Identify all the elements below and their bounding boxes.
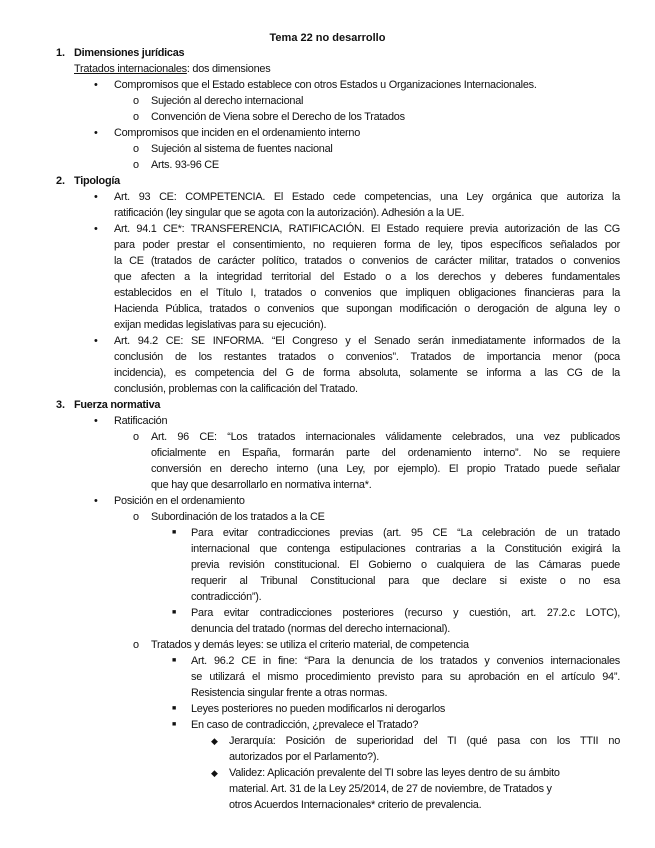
art942-line: incidencia), es competencia del G de forma absoluta, solamente se informa a las CG de la xyxy=(114,367,620,379)
art962-line: se utilizará el mismo procedimiento previsto para su aprobación en el artículo 94”. xyxy=(191,671,620,683)
document-title: Tema 22 no desarrollo xyxy=(269,32,386,44)
square-bullet-icon: ■ xyxy=(172,705,177,712)
bullet-icon: • xyxy=(94,495,98,507)
posteriores-line: denuncia del tratado (normas del derecho internacional). xyxy=(191,623,451,635)
s1-sub-item: Sujeción al sistema de fuentes nacional xyxy=(151,143,333,155)
jerarquia-line: autorizados por el Parlamento?). xyxy=(229,751,379,763)
diamond-bullet-icon: ◆ xyxy=(211,768,218,778)
art941-line: Art. 94.1 CE*: TRANSFERENCIA, RATIFICACIÓN. El Estado requiere previa autorización de las CG xyxy=(114,223,620,235)
circle-bullet-icon: o xyxy=(133,95,140,107)
section-1-intro xyxy=(74,61,270,77)
art941-line: para poder prestar el consentimiento, no requieren forma de ley, tipos específicos señalados por xyxy=(114,239,620,251)
art941-line: la CE (tratados de carácter político, tratados o convenios de carácter militar, tratados o convenios xyxy=(114,255,620,267)
validez-line: material. Art. 31 de la Ley 25/2014, de 27 de noviembre, de Tratados y xyxy=(229,783,552,795)
circle-bullet-icon: o xyxy=(133,639,140,651)
intro-underlined: Tratados internacionales xyxy=(74,63,187,75)
jerarquia-line: Jerarquía: Posición de superioridad del TI (qué pasa con los TTII no xyxy=(229,735,620,747)
posicion-label: Posición en el ordenamiento xyxy=(114,495,245,507)
previas-line: requerir al Tribunal Constitucional para que declare si existe o no esa xyxy=(191,575,620,587)
art96-line: que hay que desarrollarlo en normativa interna*. xyxy=(151,479,372,491)
circle-bullet-icon: o xyxy=(133,143,140,155)
s1-sub-item: Arts. 93-96 CE xyxy=(151,159,219,171)
art93-line: Art. 93 CE: COMPETENCIA. El Estado cede competencias, una Ley orgánica que autoriza la xyxy=(114,191,620,203)
section-2-heading: Tipología xyxy=(74,175,120,187)
contradiccion-item: En caso de contradicción, ¿prevalece el Tratado? xyxy=(191,719,419,731)
bullet-icon: • xyxy=(94,223,98,235)
art962-line: Art. 96.2 CE in fine: “Para la denuncia de los tratados y convenios internacionales xyxy=(191,655,620,667)
demas-leyes-label: Tratados y demás leyes: se utiliza el criterio material, de competencia xyxy=(151,639,469,651)
circle-bullet-icon: o xyxy=(133,511,140,523)
bullet-icon: • xyxy=(94,415,98,427)
s1-sub-item: Sujeción al derecho internacional xyxy=(151,95,304,107)
diamond-bullet-icon: ◆ xyxy=(211,736,218,746)
bullet-icon: • xyxy=(94,79,98,91)
section-3-heading: Fuerza normativa xyxy=(74,399,161,411)
art942-line: conclusión, problemas con la calificación del Tratado. xyxy=(114,383,358,395)
leyes-posteriores-item: Leyes posteriores no pueden modificarlos ni derogarlos xyxy=(191,703,446,715)
art941-line: establecidos en el Título I, tratados o convenios que impliquen obligaciones financieras para la xyxy=(114,287,620,299)
art962-line: Resistencia singular frente a otras normas. xyxy=(191,687,388,699)
bullet-icon: • xyxy=(94,127,98,139)
previas-line: contradicción”). xyxy=(191,591,262,603)
square-bullet-icon: ■ xyxy=(172,529,177,536)
section-1-heading: Dimensiones jurídicas xyxy=(74,47,185,59)
ratificacion-label: Ratificación xyxy=(114,415,168,427)
section-3-number: 3. xyxy=(56,399,66,411)
previas-line: Para evitar contradicciones previas (art. 95 CE “La celebración de un tratado xyxy=(191,527,620,539)
bullet-icon: • xyxy=(94,335,98,347)
art941-line: que afecten a la integridad territorial del Estado o a los derechos y deberes fundamentales xyxy=(114,271,620,283)
circle-bullet-icon: o xyxy=(133,431,140,443)
intro-rest: : dos dimensiones xyxy=(186,63,271,75)
validez-line: Validez: Aplicación prevalente del TI sobre las leyes dentro de su ámbito xyxy=(229,767,560,779)
circle-bullet-icon: o xyxy=(133,159,140,171)
subordinacion-label: Subordinación de los tratados a la CE xyxy=(151,511,325,523)
art942-line: Art. 94.2 CE: SE INFORMA. “El Congreso y el Senado serán inmediatamente informados de la xyxy=(114,335,620,347)
square-bullet-icon: ■ xyxy=(172,657,177,664)
validez-line: otros Acuerdos Internacionales* criterio de prevalencia. xyxy=(229,799,482,811)
art941-line: Hacienda Pública, tratados o convenios que supongan modificación o derogación de alguna ley o xyxy=(114,303,620,315)
art96-line: conversión en derecho interno (una Ley, por ejemplo). El propio Tratado puede señalar xyxy=(151,463,620,475)
art942-line: conclusión de los restantes tratados o convenios”. Tratados de importancia menor (poca xyxy=(114,351,620,363)
s1-sub-item: Convención de Viena sobre el Derecho de los Tratados xyxy=(151,111,405,123)
square-bullet-icon: ■ xyxy=(172,721,177,728)
art96-line: oficialmente en España, formarán parte del ordenamiento interno”. No se requiere xyxy=(151,447,620,459)
art941-line: exijan medidas legislativas para su ejecución). xyxy=(114,319,327,331)
section-2-number: 2. xyxy=(56,175,66,187)
square-bullet-icon: ■ xyxy=(172,609,177,616)
previas-line: previa revisión constitucional. El Gobierno o cualquiera de las Cámaras puede xyxy=(191,559,620,571)
bullet-icon: • xyxy=(94,191,98,203)
section-1-number: 1. xyxy=(56,47,66,59)
art96-line: Art. 96 CE: “Los tratados internacionales válidamente celebrados, una vez publicados xyxy=(151,431,620,443)
posteriores-line: Para evitar contradicciones posteriores (recurso y cuestión, art. 27.2.c LOTC), xyxy=(191,607,620,619)
s1-bullet-internal: Compromisos que inciden en el ordenamiento interno xyxy=(114,127,360,139)
previas-line: internacional que contenga estipulaciones contrarias a la Constitución exigirá la xyxy=(191,543,620,555)
art93-line: ratificación (ley singular que se agota con la autorización). Adhesión a la UE. xyxy=(114,207,465,219)
s1-bullet-international: Compromisos que el Estado establece con otros Estados u Organizaciones Internacionales. xyxy=(114,79,537,91)
circle-bullet-icon: o xyxy=(133,111,140,123)
